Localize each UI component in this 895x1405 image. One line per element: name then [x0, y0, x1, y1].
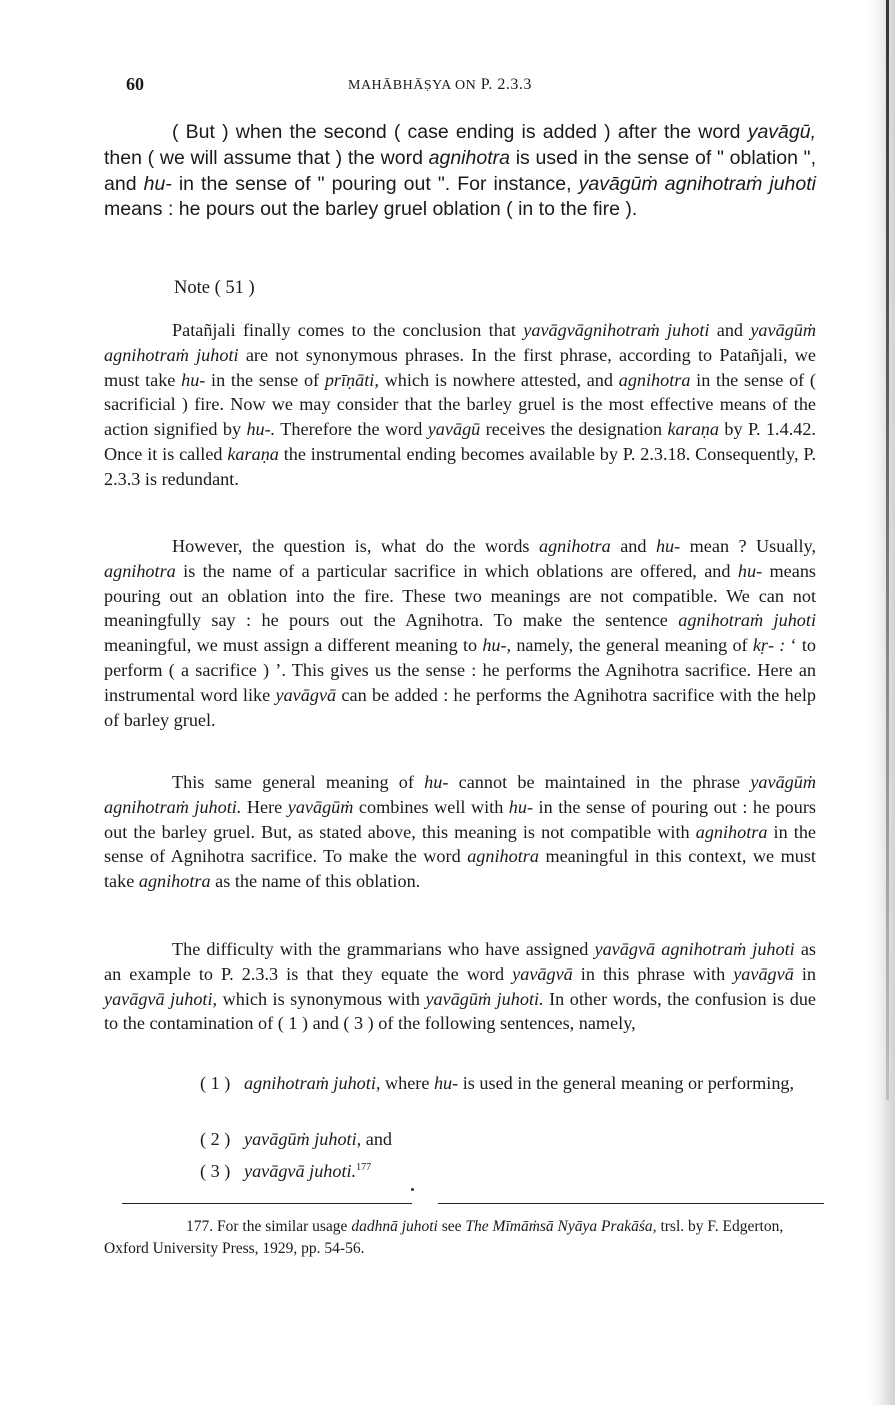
page-number: 60: [126, 74, 144, 94]
paragraph-4: This same general meaning of hu- cannot be maintained in the phrase yavāgūṁ agnihotraṁ juhoti. Here yavāgūṁ combines well with hu- in the sense of pouring out : he pours out the barley gruel. But, as stated above, this meaning is not compatible with agnihotra in the sense of Agnihotra sacrifice. To make the word agnihotra meaningful in this context, we must take agnihotra as the name of this oblation.: [104, 772, 816, 892]
paragraph-2: Patañjali finally comes to the conclusion that yavāgvāgnihotraṁ juhoti and yavāgūṁ agnihotraṁ juhoti are not synonymous phrases. In the first phrase, according to Patañjali, we must take hu- in the sense of prīṇāti, which is nowhere attested, and agnihotra in the sense of ( sacrificial ) fire. Now we may consider that the barley gruel is the most effective means of the action signified by hu-. Therefore the word yavāgū receives the designation karaṇa by P. 1.4.42. Once it is called karaṇa the instrumental ending becomes available by P. 2.3.18. Consequently, P. 2.3.3 is redundant.: [104, 320, 817, 489]
paragraph-1: ( But ) when the second ( case ending is added ) after the word yavāgū, then ( we will assume that ) the word agnihotra is used in the sense of " oblation ", and hu- in the sense of " pouring out ". For instance, yavāgūṁ agnihotraṁ juhoti means : he pours out the barley gruel oblation ( in to the fire ).: [104, 121, 817, 221]
scan-shadow: [869, 0, 895, 1405]
footnote-rule-right: [438, 1203, 824, 1204]
scan-binding-edge: [886, 0, 889, 1100]
footnote-number: 177.: [186, 1218, 214, 1235]
paragraph-5: The difficulty with the grammarians who have assigned yavāgvā agnihotraṁ juhoti as an example to P. 2.3.3 is that they equate the word yavāgvā in this phrase with yavāgvā in yavāgvā juhoti, which is synonymous with yavāgūṁ juhoti. In other words, the confusion is due to the contamination of ( 1 ) and ( 3 ) of the following sentences, namely,: [104, 939, 816, 1034]
footnote-rule-mark: [411, 1188, 414, 1191]
paragraph-3: However, the question is, what do the words agnihotra and hu- mean ? Usually, agnihotra is the name of a particular sacrifice in which oblations are offered, and hu- means pouring out an oblation into the fire. These two meanings are not compatible. We can not meaningfully say : he pours out the Agnihotra. To make the sentence agnihotraṁ juhoti meaningful, we must assign a different meaning to hu-, namely, the general meaning of kṛ- : ‘ to perform ( a sacrifice ) ’. This gives us the sense : he performs the Agnihotra sacrifice. Here an instrumental word like yavāgvā can be added : he performs the Agnihotra sacrifice with the help of barley gruel.: [104, 536, 816, 730]
page-header: [0, 74, 895, 100]
running-head-title: MAHĀBHĀṢYA ON: [348, 78, 477, 93]
list-item: ( 3 ) yavāgvā juhoti.$^{177}$: [200, 1161, 372, 1181]
note-heading: Note ( 51 ): [174, 278, 255, 298]
footnote-rule-left: [122, 1203, 412, 1204]
list-item: ( 1 ) agnihotraṁ juhoti, where hu- is used in the general meaning or performing,: [200, 1073, 795, 1093]
running-head-ref: P. 2.3.3: [480, 76, 532, 93]
list-item: ( 2 ) yavāgūṁ juhoti, and: [200, 1129, 393, 1149]
footnote-ref: 177: [356, 1161, 372, 1173]
running-head: [348, 76, 532, 94]
footnote: 177. For the similar usage dadhnā juhoti see The Mīmāṁsā Nyāya Prakāśa, trsl. by F. Edgerton, Oxford University Press, 1929, pp. 54-56.: [104, 1218, 784, 1257]
